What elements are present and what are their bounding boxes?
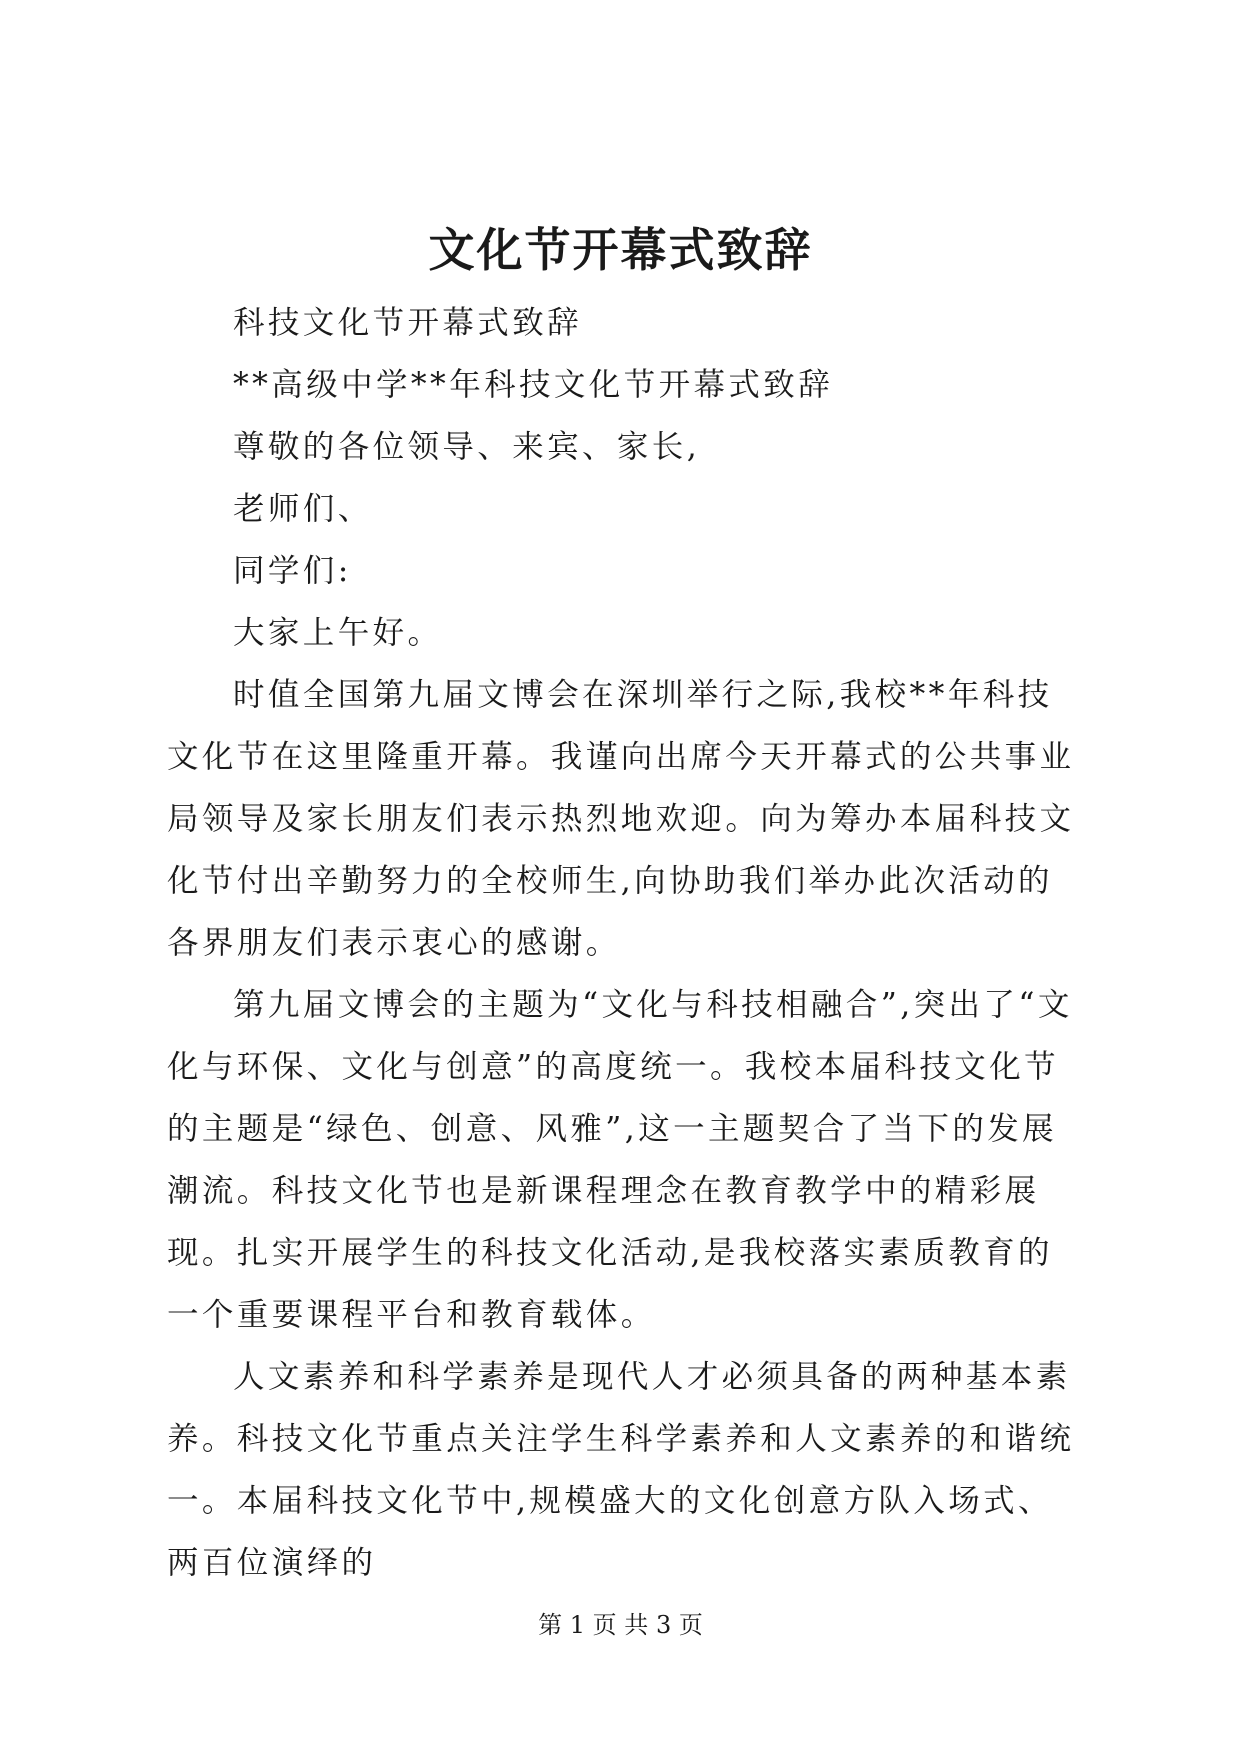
paragraph-greeting: 大家上午好。: [233, 615, 443, 651]
paragraph-heading: **高级中学**年科技文化节开幕式致辞: [233, 367, 834, 403]
page-number-footer: 第 1 页 共 3 页: [538, 1611, 703, 1639]
paragraph-subtitle: 科技文化节开幕式致辞: [233, 305, 583, 341]
paragraph-body-1: 时值全国第九届文博会在深圳举行之际,我校**年科技文化节在这里隆重开幕。我谨向出席今天开幕式的公共事业局领导及家长朋友们表示热烈地欢迎。向为筹办本届科技文化节付出辛勤努力的全校师生,向协助我们举办此次活动的各界朋友们表示衷心的感谢。: [167, 677, 1075, 961]
paragraph-body-3: 人文素养和科学素养是现代人才必须具备的两种基本素养。科技文化节重点关注学生科学素养和人文素养的和谐统一。本届科技文化节中,规模盛大的文化创意方队入场式、两百位演绎的: [167, 1359, 1075, 1581]
document-title: 文化节开幕式致辞: [428, 223, 813, 277]
paragraph-salutation-3: 同学们:: [233, 553, 352, 589]
document-body: [167, 292, 1077, 1594]
paragraph-body-2: 第九届文博会的主题为“文化与科技相融合”,突出了“文化与环保、文化与创意”的高度统一。我校本届科技文化节的主题是“绿色、创意、风雅”,这一主题契合了当下的发展潮流。科技文化节也是新课程理念在教育教学中的精彩展现。扎实开展学生的科技文化活动,是我校落实素质教育的一个重要课程平台和教育载体。: [167, 987, 1073, 1333]
paragraph-salutation-2: 老师们、: [233, 491, 373, 527]
paragraph-salutation-1: 尊敬的各位领导、来宾、家长,: [233, 429, 701, 465]
